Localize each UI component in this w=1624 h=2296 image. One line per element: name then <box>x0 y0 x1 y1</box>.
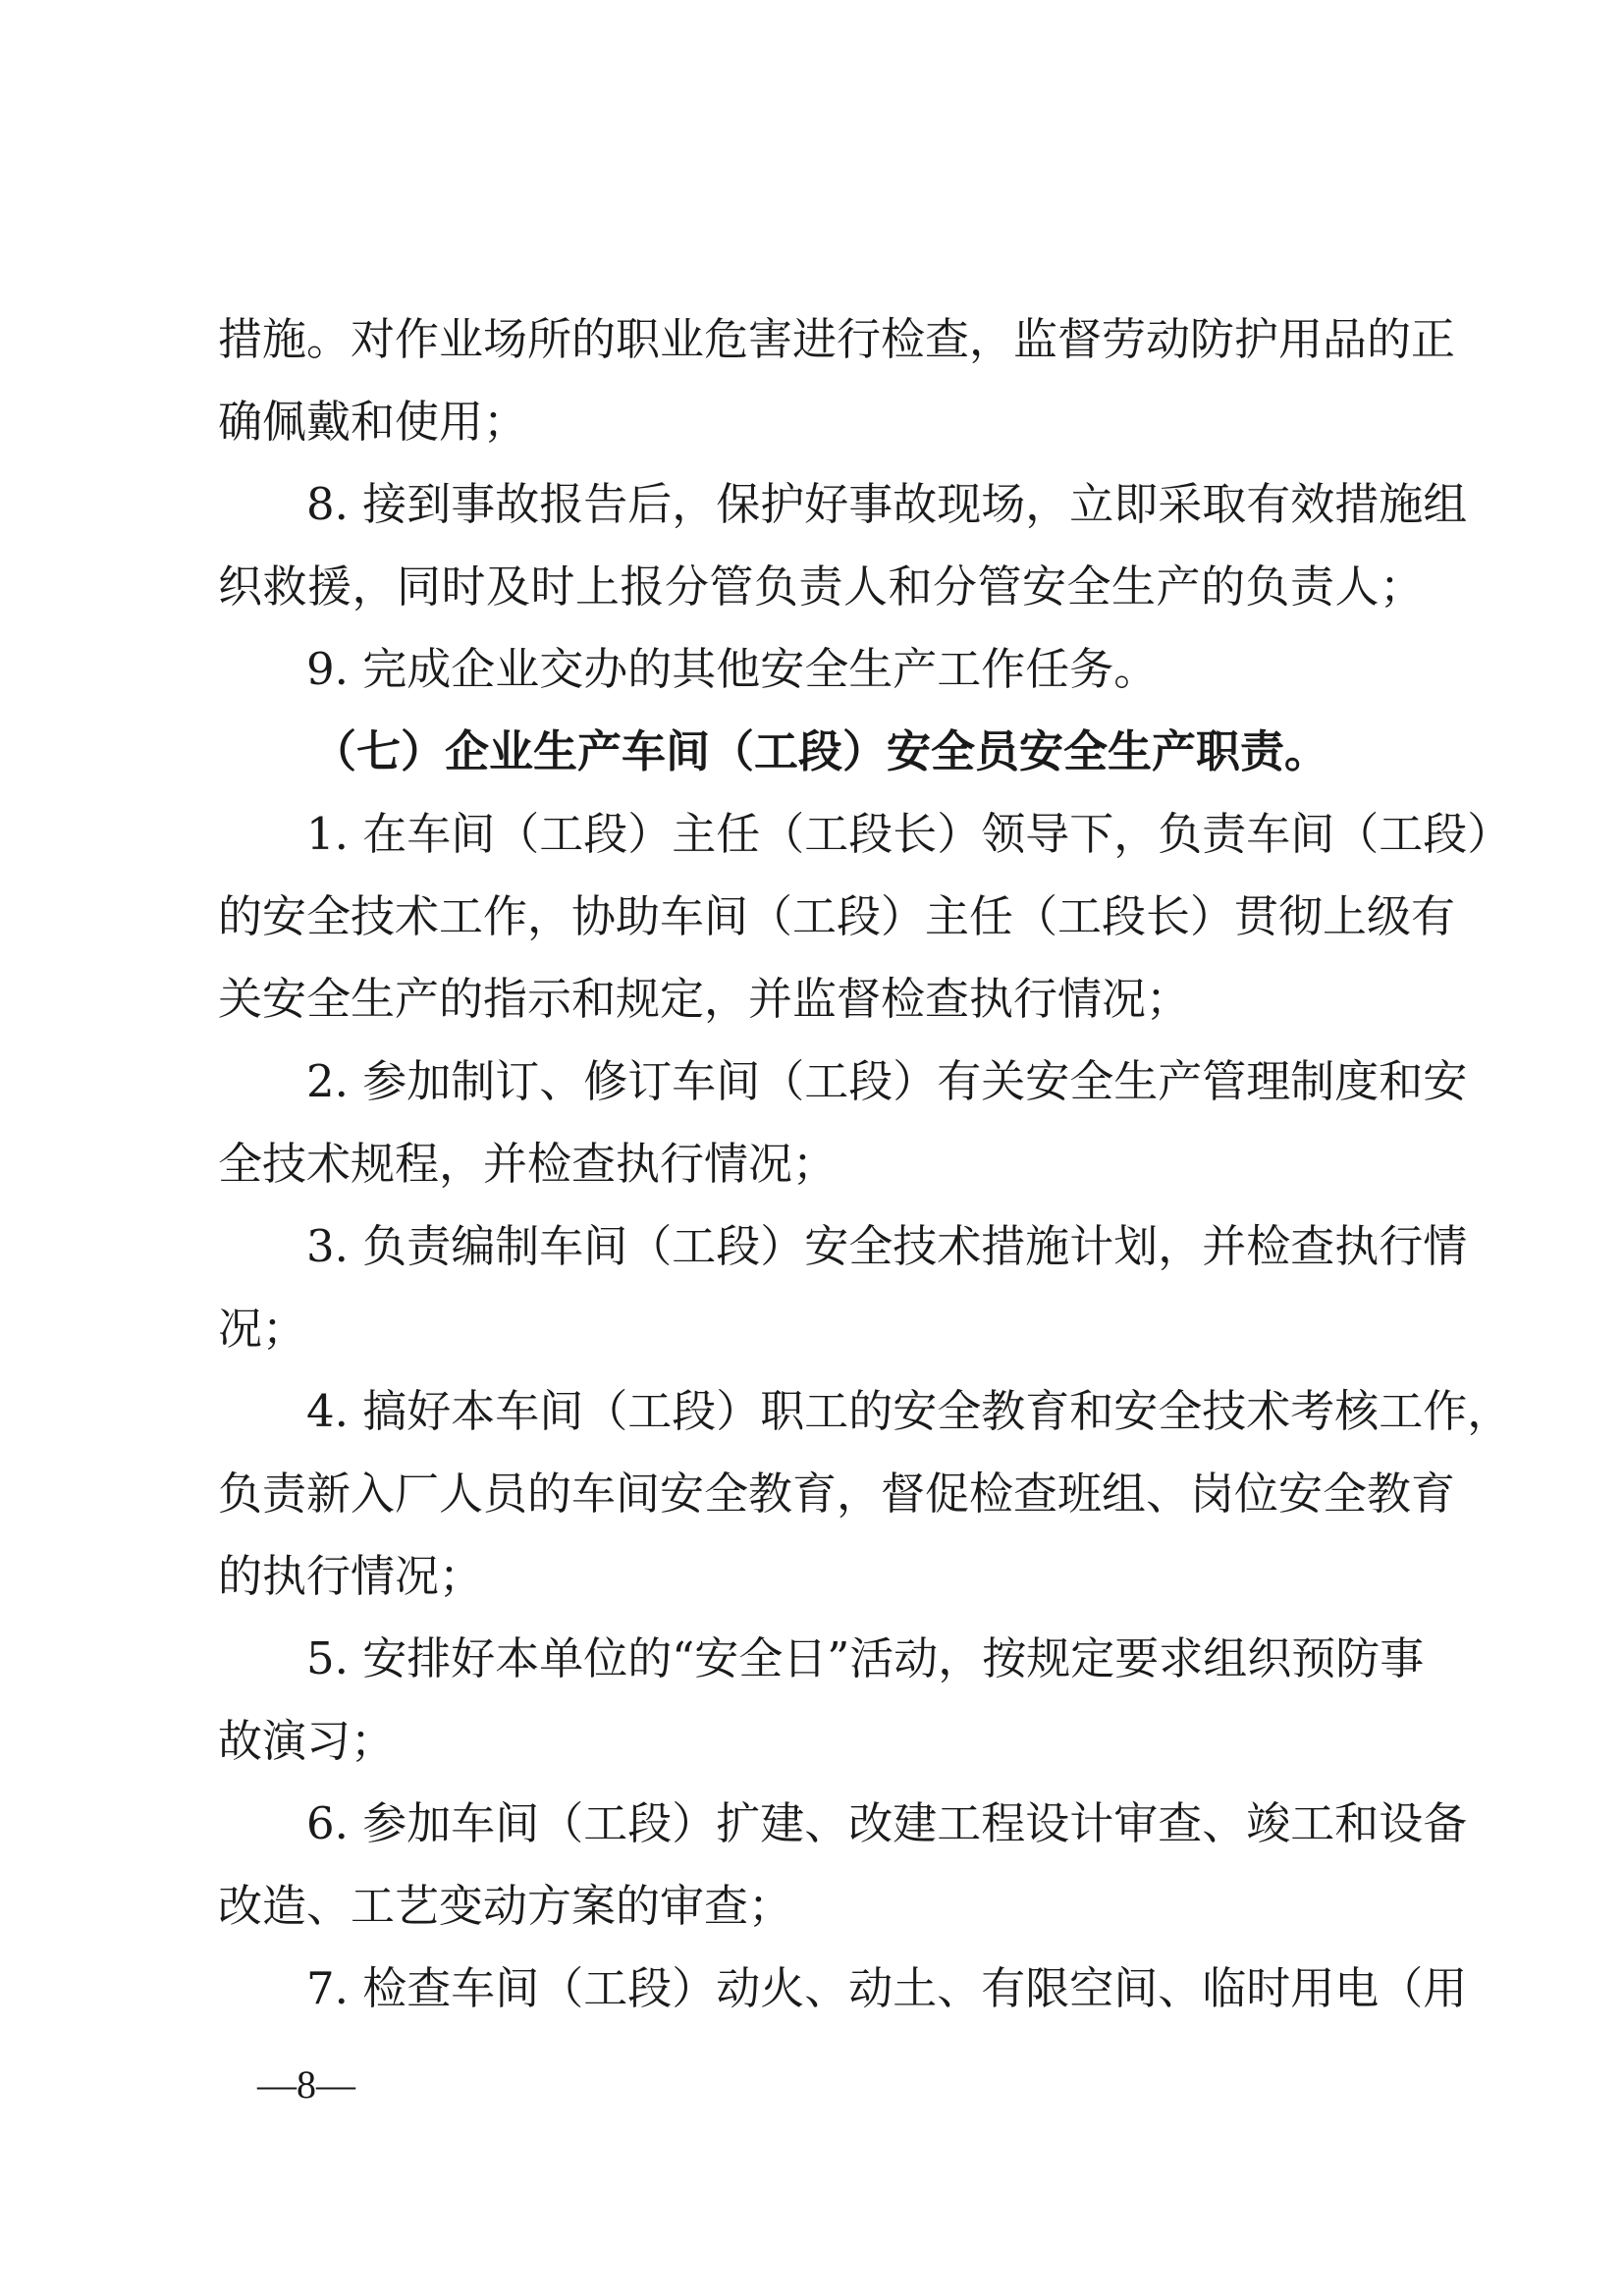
section-heading: （七）企业生产车间（工段）安全员安全生产职责。 <box>312 725 1329 777</box>
text-line-10: 2. 参加制订、修订车间（工段）有关安全生产管理制度和安 <box>306 1055 1468 1107</box>
text-line-17: 5. 安排好本单位的“安全日”活动，按规定要求组织预防事 <box>306 1632 1425 1684</box>
text-line-4: 织救援，同时及时上报分管负责人和分管安全生产的负责人； <box>218 561 1424 613</box>
text-line-5: 9. 完成企业交办的其他安全生产工作任务。 <box>306 643 1159 695</box>
text-line-9: 关安全生产的指示和规定，并监督检查执行情况； <box>218 973 1191 1025</box>
text-line-16: 的执行情况； <box>218 1550 484 1602</box>
text-line-20: 改造、工艺变动方案的审查； <box>218 1880 793 1932</box>
text-line-3: 8. 接到事故报告后，保护好事故现场，立即采取有效措施组 <box>306 478 1468 530</box>
text-line-7: 1. 在车间（工段）主任（工段长）领导下，负责车间（工段） <box>306 808 1512 860</box>
text-line-15: 负责新入厂人员的车间安全教育，督促检查班组、岗位安全教育 <box>218 1468 1456 1520</box>
text-line-8: 的安全技术工作，协助车间（工段）主任（工段长）贯彻上级有 <box>218 890 1456 942</box>
text-line-13: 况； <box>218 1303 307 1355</box>
text-line-12: 3. 负责编制车间（工段）安全技术措施计划，并检查执行情 <box>306 1220 1468 1272</box>
text-line-2: 确佩戴和使用； <box>218 396 528 448</box>
text-line-19: 6. 参加车间（工段）扩建、改建工程设计审查、竣工和设备 <box>306 1797 1468 1849</box>
text-line-1: 措施。对作业场所的职业危害进行检查，监督劳动防护用品的正 <box>218 313 1456 365</box>
text-line-21: 7. 检查车间（工段）动火、动土、有限空间、临时用电（用 <box>306 1962 1468 2014</box>
text-line-14: 4. 搞好本车间（工段）职工的安全教育和安全技术考核工作， <box>306 1385 1512 1437</box>
page-number: —8— <box>257 2062 355 2107</box>
text-line-11: 全技术规程，并检查执行情况； <box>218 1138 838 1190</box>
text-line-18: 故演习； <box>218 1715 396 1767</box>
